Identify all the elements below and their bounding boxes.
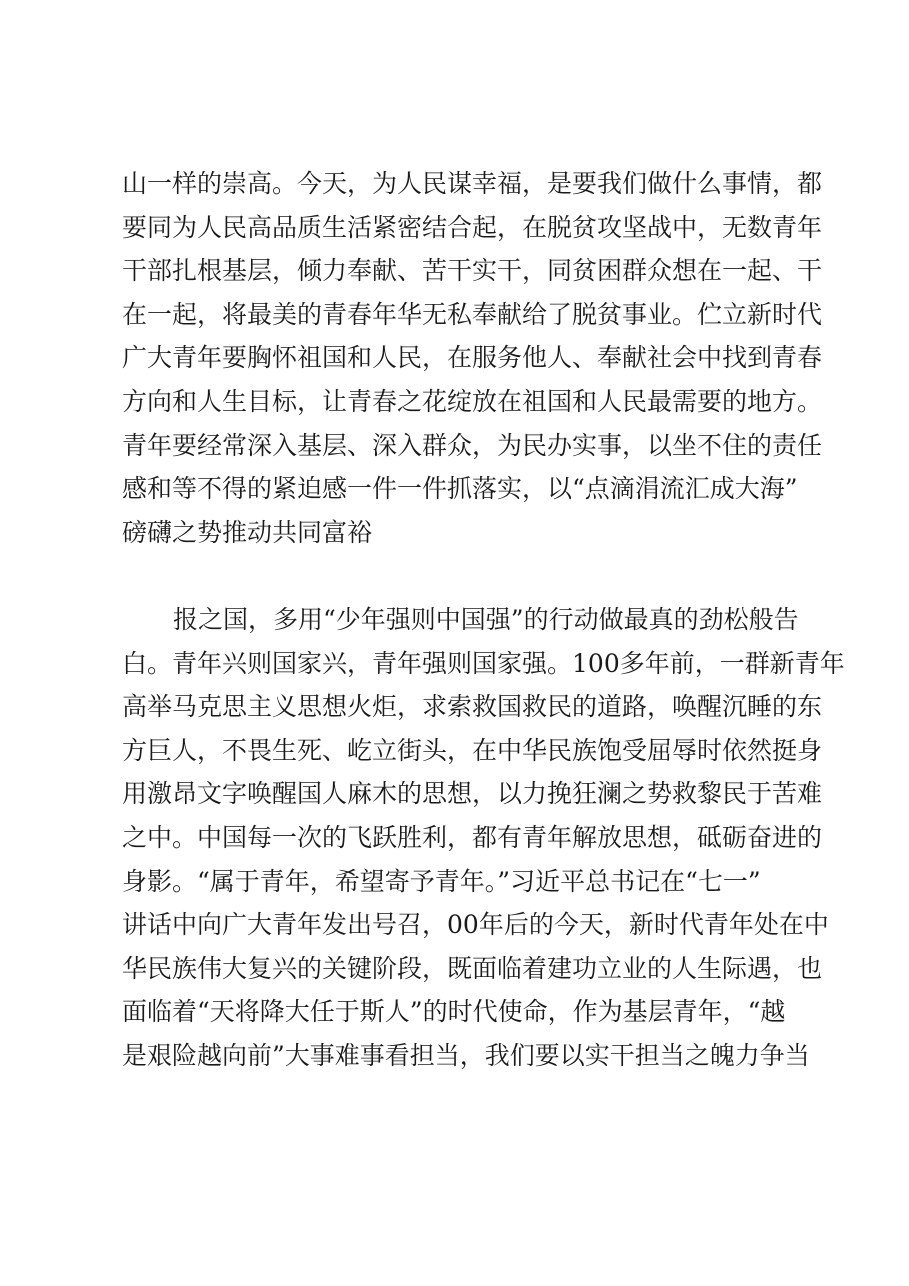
paragraph-line: 干部扎根基层，倾力奉献、苦干实干，同贫困群众想在一起、干 [122, 256, 823, 286]
paragraph-line: 要同为人民高品质生活紧密结合起，在脱贫攻坚战中，无数青年 [122, 212, 823, 242]
paragraph-line: 讲话中向广大青年发出号召，00年后的今天，新时代青年处在中 [122, 910, 829, 940]
paragraph-line: 方向和人生目标，让青春之花绽放在祖国和人民最需要的地方。 [122, 386, 823, 416]
paragraph-line: 华民族伟大复兴的关键阶段，既面临着建功立业的人生际遇，也 [122, 953, 823, 983]
paragraph-line: 高举马克思主义思想火炬，求索救国救民的道路，唤醒沉睡的东 [122, 692, 823, 722]
paragraph-line: 青年要经常深入基层、深入群众，为民办实事，以坐不住的责任 [122, 430, 823, 460]
paragraph-line: 广大青年要胸怀祖国和人民，在服务他人、奉献社会中找到青春 [122, 343, 823, 373]
paragraph-line: 感和等不得的紧迫感一件一件抓落实，以“点滴涓流汇成大海” [122, 474, 798, 504]
paragraph-line: 白。青年兴则国家兴，青年强则国家强。100多年前，一群新青年 [122, 648, 845, 678]
paragraph-line: 用激昂文字唤醒国人麻木的思想，以力挽狂澜之势救黎民于苦难 [122, 779, 823, 809]
paragraph-line: 方巨人，不畏生死、屹立街头，在中华民族饱受屈辱时依然挺身 [122, 735, 823, 765]
paragraph-line: 是艰险越向前”大事难事看担当，我们要以实干担当之魄力争当 [122, 1040, 810, 1070]
paragraph-line: 之中。中国每一次的飞跃胜利，都有青年解放思想，砥砺奋进的 [122, 822, 823, 852]
paragraph-line: 磅礴之势推动共同富裕 [122, 517, 373, 547]
paragraph-2 [122, 598, 845, 1078]
paragraph-first-line: 报之国，多用“少年强则中国强”的行动做最真的劲松般告 [173, 605, 799, 634]
paragraph-line: 山一样的崇高。今天，为人民谋幸福，是要我们做什么事情，都 [122, 169, 823, 198]
paragraph-line: 在一起，将最美的青春年华无私奉献给了脱贫事业。伫立新时代 [122, 299, 823, 329]
paragraph-1 [122, 162, 823, 554]
paragraph-line: 面临着“天将降大任于斯人”的时代使命，作为基层青年，“越 [122, 997, 786, 1027]
paragraph-line: 身影。“属于青年，希望寄予青年。”习近平总书记在“七一” [122, 866, 761, 896]
